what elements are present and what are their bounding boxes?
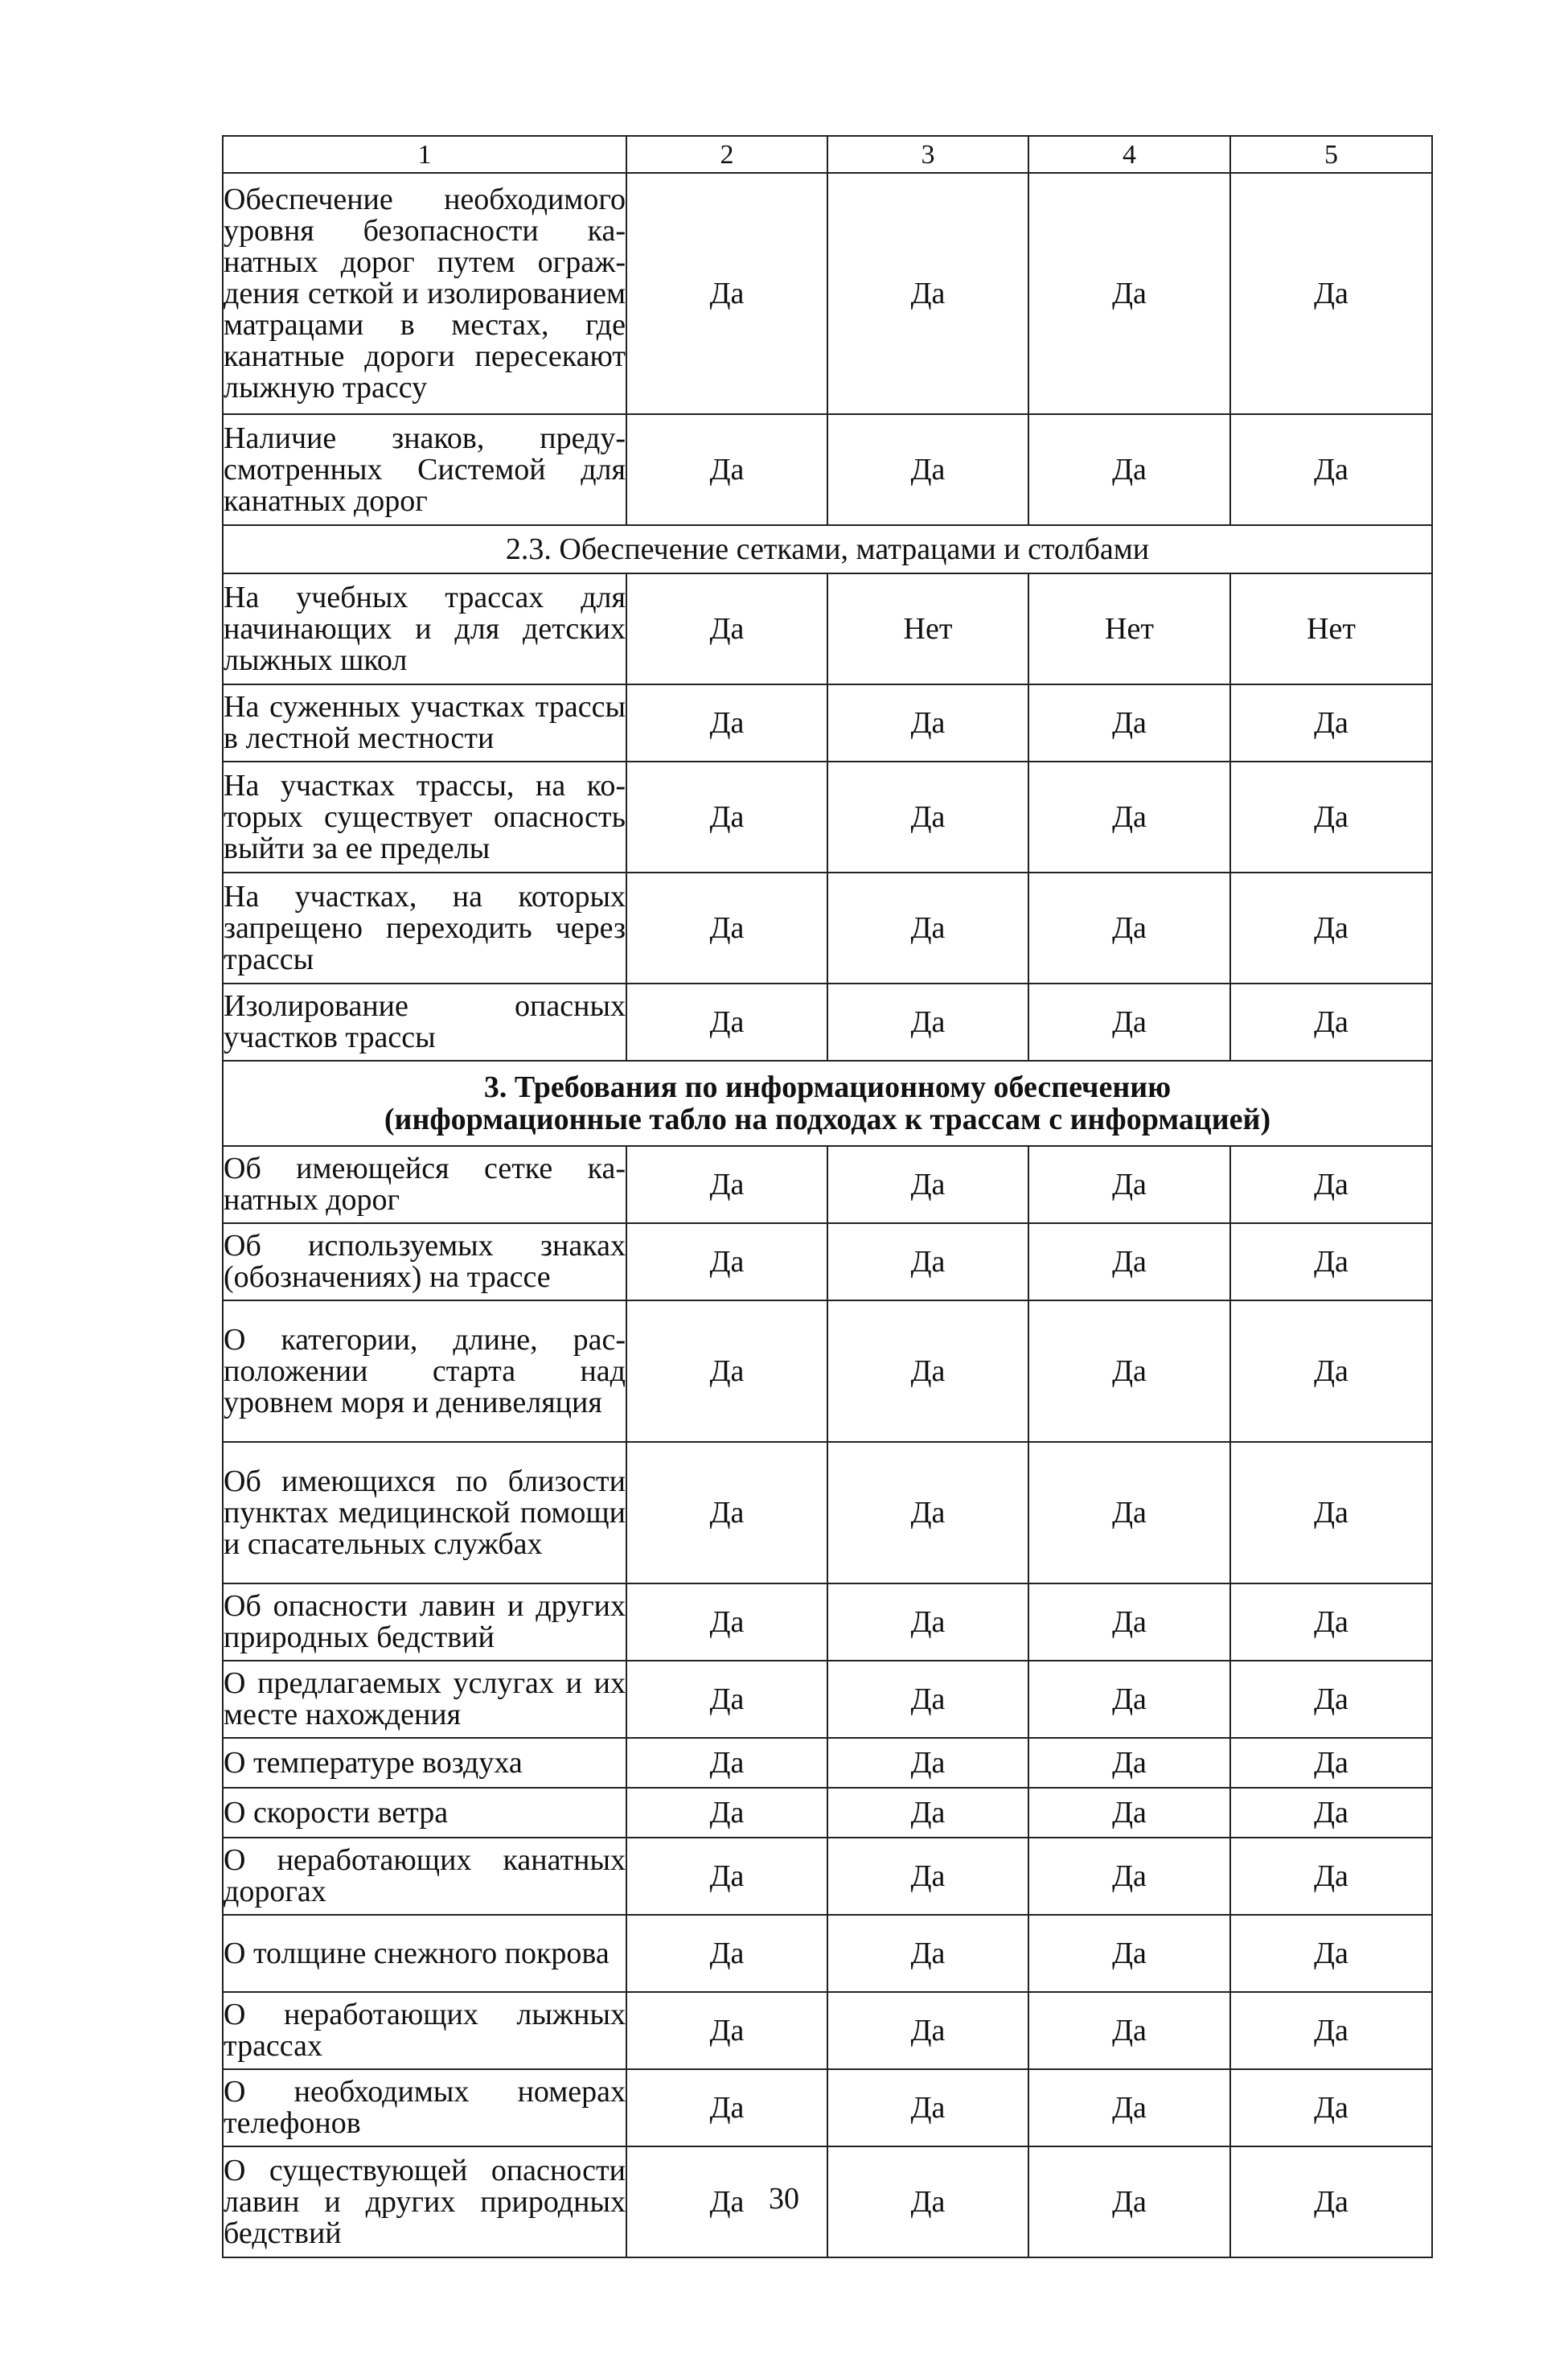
cell-value: Да bbox=[827, 1583, 1028, 1661]
table-row bbox=[223, 984, 1432, 1061]
section-heading: 2.3. Обеспечение сетками, матрацами и столбами bbox=[223, 525, 1432, 573]
cell-value: Да bbox=[1230, 1738, 1432, 1788]
cell-value: Да bbox=[1230, 1661, 1432, 1738]
cell-value: Да bbox=[626, 984, 827, 1061]
row-label: На участках трассы, на которых существует опасность выйти за ее пределы bbox=[223, 762, 626, 873]
cell-value: Да bbox=[1028, 1738, 1230, 1788]
row-label: О предлагаемых услугах и их месте нахождения bbox=[223, 1661, 626, 1738]
requirements-table bbox=[222, 135, 1433, 2258]
cell-value: Да bbox=[1028, 762, 1230, 873]
cell-value: Да bbox=[626, 1146, 827, 1223]
row-label: Об имеющихся по близости пунктах медицинской помощи и спасательных службах bbox=[223, 1442, 626, 1583]
cell-value: Да bbox=[626, 1838, 827, 1915]
table-row bbox=[223, 173, 1432, 414]
cell-value: Да bbox=[1230, 1788, 1432, 1838]
cell-value: Да bbox=[1230, 1146, 1432, 1223]
table-row bbox=[223, 2069, 1432, 2146]
cell-value: Да bbox=[1028, 1788, 1230, 1838]
cell-value: Да bbox=[1230, 1583, 1432, 1661]
row-label: О толщине снежного покрова bbox=[223, 1915, 626, 1992]
section-row bbox=[223, 1061, 1432, 1146]
cell-value: Да bbox=[626, 2146, 827, 2257]
cell-value: Да bbox=[626, 1661, 827, 1738]
table-row bbox=[223, 762, 1432, 873]
table-row bbox=[223, 1838, 1432, 1915]
cell-value: Да bbox=[626, 873, 827, 984]
row-label: О существующей опасности лавин и других природных бедствий bbox=[223, 2146, 626, 2257]
cell-value: Да bbox=[1230, 873, 1432, 984]
cell-value: Да bbox=[1028, 173, 1230, 414]
cell-value: Да bbox=[827, 1223, 1028, 1300]
cell-value: Да bbox=[1230, 414, 1432, 525]
cell-value: Да bbox=[1028, 414, 1230, 525]
cell-value: Да bbox=[626, 762, 827, 873]
column-header: 2 bbox=[626, 136, 827, 173]
cell-value: Да bbox=[626, 1992, 827, 2069]
column-header: 5 bbox=[1230, 136, 1432, 173]
table-row bbox=[223, 573, 1432, 684]
cell-value: Да bbox=[827, 414, 1028, 525]
table-body bbox=[223, 136, 1432, 2257]
row-label: Наличие знаков, предусмотренных Системой для канатных дорог bbox=[223, 414, 626, 525]
table-row bbox=[223, 1300, 1432, 1442]
cell-value: Да bbox=[827, 2069, 1028, 2146]
cell-value: Да bbox=[626, 1915, 827, 1992]
section-row bbox=[223, 525, 1432, 573]
cell-value: Да bbox=[827, 1300, 1028, 1442]
cell-value: Да bbox=[1028, 1915, 1230, 1992]
row-label: Об имеющейся сетке канатных дорог bbox=[223, 1146, 626, 1223]
cell-value: Да bbox=[626, 1738, 827, 1788]
cell-value: Да bbox=[827, 684, 1028, 762]
cell-value: Да bbox=[1028, 684, 1230, 762]
cell-value: Да bbox=[626, 1442, 827, 1583]
cell-value: Да bbox=[1028, 1838, 1230, 1915]
cell-value: Да bbox=[1028, 1146, 1230, 1223]
cell-value: Да bbox=[827, 762, 1028, 873]
header-row bbox=[223, 136, 1432, 173]
cell-value: Да bbox=[1028, 2069, 1230, 2146]
section-heading-line: (информационные табло на подходах к трассам с информацией) bbox=[384, 1103, 1271, 1136]
cell-value: Да bbox=[827, 1838, 1028, 1915]
cell-value: Да bbox=[626, 414, 827, 525]
cell-value: Нет bbox=[1028, 573, 1230, 684]
row-label: На суженных участках трассы в лестной местности bbox=[223, 684, 626, 762]
cell-value: Да bbox=[626, 573, 827, 684]
cell-value: Да bbox=[626, 173, 827, 414]
cell-value: Да bbox=[1028, 873, 1230, 984]
row-label: На участках, на которых запрещено переходить через трассы bbox=[223, 873, 626, 984]
row-label: О температуре воздуха bbox=[223, 1738, 626, 1788]
cell-value: Да bbox=[626, 1223, 827, 1300]
cell-value: Да bbox=[827, 1788, 1028, 1838]
cell-value: Да bbox=[827, 1661, 1028, 1738]
cell-value: Да bbox=[626, 2069, 827, 2146]
cell-value: Нет bbox=[827, 573, 1028, 684]
cell-value: Да bbox=[1230, 1915, 1432, 1992]
cell-value: Да bbox=[827, 173, 1028, 414]
cell-value: Да bbox=[827, 1915, 1028, 1992]
cell-value: Да bbox=[1230, 1838, 1432, 1915]
cell-value: Да bbox=[827, 984, 1028, 1061]
cell-value: Да bbox=[1230, 2146, 1432, 2257]
column-header: 1 bbox=[223, 136, 626, 173]
cell-value: Да bbox=[626, 1788, 827, 1838]
cell-value: Да bbox=[1230, 684, 1432, 762]
cell-value: Да bbox=[1230, 173, 1432, 414]
cell-value: Да bbox=[1230, 762, 1432, 873]
table-row bbox=[223, 1223, 1432, 1300]
cell-value: Да bbox=[827, 1146, 1028, 1223]
table-row bbox=[223, 1146, 1432, 1223]
row-label: Изолирование опасных участков трассы bbox=[223, 984, 626, 1061]
column-header: 4 bbox=[1028, 136, 1230, 173]
table-row bbox=[223, 1442, 1432, 1583]
cell-value: Да bbox=[1028, 1300, 1230, 1442]
row-label: О неработающих лыжных трассах bbox=[223, 1992, 626, 2069]
row-label: Об используемых знаках (обозначениях) на трассе bbox=[223, 1223, 626, 1300]
row-label: О скорости ветра bbox=[223, 1788, 626, 1838]
section-heading-bold bbox=[223, 1061, 1432, 1146]
cell-value: Да bbox=[1230, 1300, 1432, 1442]
cell-value: Да bbox=[1230, 984, 1432, 1061]
row-label: О категории, длине, расположении старта над уровнем моря и денивeляция bbox=[223, 1300, 626, 1442]
table-row bbox=[223, 1738, 1432, 1788]
row-label: О необходимых номерах телефонов bbox=[223, 2069, 626, 2146]
table-row bbox=[223, 1992, 1432, 2069]
table-row bbox=[223, 684, 1432, 762]
page-number: 30 bbox=[769, 2182, 799, 2216]
row-label: О неработающих канатных дорогах bbox=[223, 1838, 626, 1915]
cell-value: Да bbox=[1028, 2146, 1230, 2257]
section-heading-line: 3. Требования по информационному обеспечению bbox=[483, 1070, 1172, 1104]
cell-value: Да bbox=[626, 1583, 827, 1661]
cell-value: Да bbox=[1028, 1661, 1230, 1738]
cell-value: Да bbox=[1230, 1992, 1432, 2069]
row-label: Об опасности лавин и других природных бедствий bbox=[223, 1583, 626, 1661]
table-row bbox=[223, 1583, 1432, 1661]
cell-value: Да bbox=[1028, 1992, 1230, 2069]
cell-value: Да bbox=[626, 684, 827, 762]
cell-value: Да bbox=[1028, 1442, 1230, 1583]
cell-value: Да bbox=[1028, 984, 1230, 1061]
cell-value: Да bbox=[827, 1442, 1028, 1583]
cell-value: Да bbox=[827, 1992, 1028, 2069]
cell-value: Да bbox=[1028, 1583, 1230, 1661]
column-header: 3 bbox=[827, 136, 1028, 173]
cell-value: Да bbox=[827, 873, 1028, 984]
cell-value: Нет bbox=[1230, 573, 1432, 684]
cell-value: Да bbox=[626, 1300, 827, 1442]
row-label: На учебных трассах для начинающих и для детских лыжных школ bbox=[223, 573, 626, 684]
cell-value: Да bbox=[1028, 1223, 1230, 1300]
table-row bbox=[223, 873, 1432, 984]
cell-value: Да bbox=[1230, 2069, 1432, 2146]
table-row bbox=[223, 414, 1432, 525]
row-label: Обеспечение необходимого уровня безопасности канатных дорог путем ограждения сеткой и изолированием матрацами в местах, где канатные дороги пересекают лыжную трассу bbox=[223, 173, 626, 414]
cell-value: Да bbox=[827, 2146, 1028, 2257]
cell-value: Да bbox=[1230, 1442, 1432, 1583]
cell-value: Да bbox=[827, 1738, 1028, 1788]
table-row bbox=[223, 1788, 1432, 1838]
cell-value: Да bbox=[1230, 1223, 1432, 1300]
table-row bbox=[223, 1661, 1432, 1738]
table-row bbox=[223, 1915, 1432, 1992]
